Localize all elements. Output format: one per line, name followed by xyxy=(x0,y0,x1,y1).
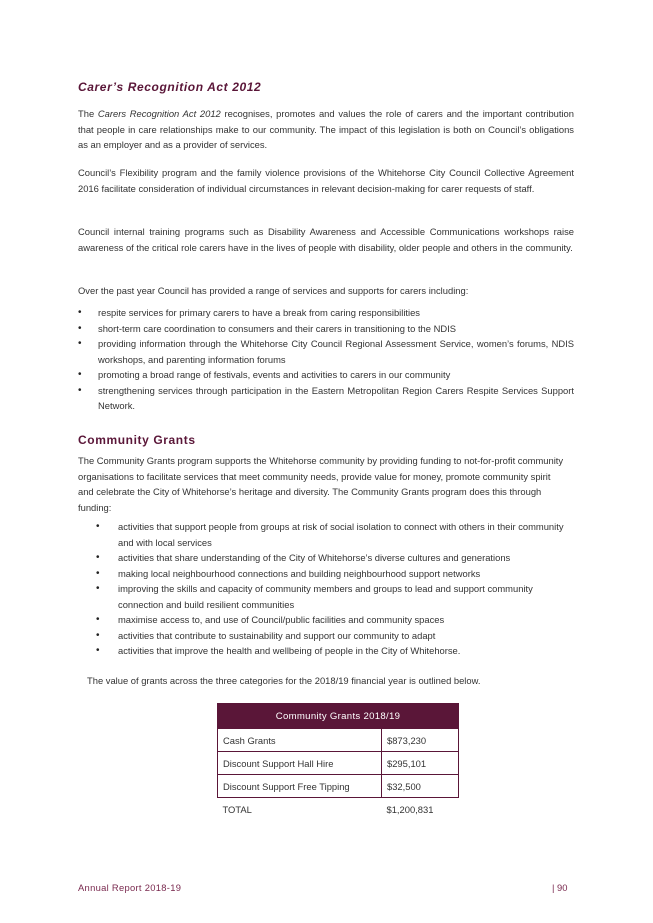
act-title-italic: Carers Recognition Act 2012 xyxy=(97,108,221,119)
carers-act-paragraph-2: Council’s Flexibility program and the family violence provisions of the Whitehorse City Council Collective Agreement 2016 facilitate consideration of individual circumstances in relevant decision-making for carer requests of staff. xyxy=(78,167,574,194)
carers-act-paragraph-4: Over the past year Council has provided a range of services and supports for carers including: xyxy=(78,285,469,296)
footer-page-number: | 90 xyxy=(552,882,568,893)
total-value: $1,200,831 xyxy=(386,803,434,815)
list-item: • providing information through the Whitehorse City Council Regional Assessment Service, women’s forums, NDIS workshops, and parenting information forums xyxy=(78,336,574,367)
community-grants-intro: The Community Grants program supports the Whitehorse community by providing funding to not-for-profit community organisations to facilitate services that meet community needs, provide value for money, promote community spirit and celebrate the City of Whitehorse’s heritage and diversity. The Community Grants program does this through funding: xyxy=(78,455,564,513)
list-item: • respite services for primary carers to have a break from caring responsibilities xyxy=(78,305,574,321)
list-item: • improving the skills and capacity of community members and groups to lead and support community connection and build resilient communities xyxy=(96,581,566,612)
list-item: • activities that contribute to sustainability and support our community to adapt xyxy=(96,628,566,644)
list-item: • activities that support people from groups at risk of social isolation to connect with others in their community and with local services xyxy=(96,519,566,550)
list-item: • promoting a broad range of festivals, events and activities to carers in our community xyxy=(78,367,574,383)
table-total-row xyxy=(218,798,459,821)
footer-report-title: Annual Report 2018-19 xyxy=(78,882,182,893)
grants-funding-list xyxy=(96,519,566,659)
list-item: • activities that improve the health and wellbeing of people in the City of Whitehorse. xyxy=(96,643,566,659)
list-item: • activities that share understanding of the City of Whitehorse’s diverse cultures and generations xyxy=(96,550,566,566)
table-row xyxy=(218,729,459,752)
table-cell-value: $295,101 xyxy=(382,752,459,775)
carers-act-paragraph-3: Council internal training programs such as Disability Awareness and Accessible Communications workshops raise awareness of the critical role carers have in the lives of people with disability, older people and others in the community. xyxy=(78,226,574,253)
table-cell-label: Discount Support Hall Hire xyxy=(218,752,382,775)
table-row xyxy=(218,752,459,775)
table-cell-label: Discount Support Free Tipping xyxy=(218,775,382,798)
table-row xyxy=(218,775,459,798)
list-item: • maximise access to, and use of Council/public facilities and community spaces xyxy=(96,612,566,628)
table-cell-label: Cash Grants xyxy=(218,729,382,752)
grants-table-intro: The value of grants across the three categories for the 2018/19 financial year is outlined below. xyxy=(87,675,481,686)
table-cell-value: $873,230 xyxy=(382,729,459,752)
table-cell-value: $32,500 xyxy=(382,775,459,798)
list-item: • strengthening services through participation in the Eastern Metropolitan Region Carers Respite Services Support Network. xyxy=(78,383,574,414)
total-label: TOTAL xyxy=(222,803,252,815)
carers-act-heading: Carer’s Recognition Act 2012 xyxy=(78,80,262,94)
carer-services-list xyxy=(78,305,574,414)
list-item: • making local neighbourhood connections and building neighbourhood support networks xyxy=(96,566,566,582)
community-grants-heading: Community Grants xyxy=(78,433,196,447)
community-grants-table xyxy=(217,703,459,820)
list-item: • short-term care coordination to consumers and their carers in transitioning to the NDIS xyxy=(78,321,574,337)
carers-act-paragraph-1: The Carers Recognition Act 2012 recognises, promotes and values the role of carers and the important contribution that people in care relationships make to our community. The impact of this legislation is both on Council’s obligations as an employer and as a provider of services. xyxy=(78,108,574,150)
table-header: Community Grants 2018/19 xyxy=(218,704,459,729)
